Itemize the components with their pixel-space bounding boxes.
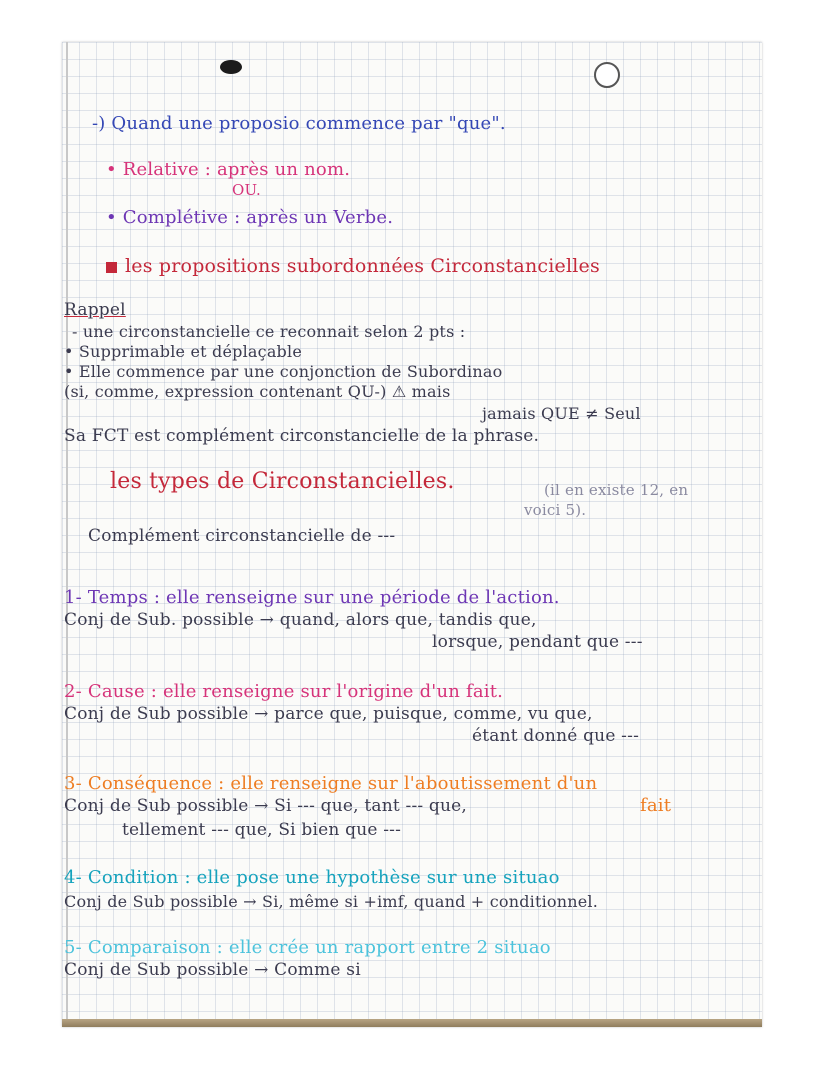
type-5-title: 5- Comparaison : elle crée un rapport entre 2 situao <box>64 937 551 958</box>
type-5-conj: Conj de Sub possible → Comme si <box>64 960 361 980</box>
type-4-conj: Conj de Sub possible → Si, même si +imf, quand + conditionnel. <box>64 892 599 911</box>
type-2-title: 2- Cause : elle renseigne sur l'origine d'un fait. <box>64 681 504 702</box>
types-note: voici 5). <box>524 501 587 519</box>
rappel-label: Rappel <box>64 300 126 320</box>
note-ou: OU. <box>232 181 261 199</box>
type-3-fait: fait <box>640 795 672 816</box>
note-relative: • Relative : après un nom. <box>106 159 351 180</box>
rappel-line: Sa FCT est complément circonstancielle de la phrase. <box>64 426 540 446</box>
types-note: (il en existe 12, en <box>544 481 689 499</box>
notebook-page <box>62 42 762 1027</box>
punch-hole <box>594 62 620 88</box>
type-1-conj: lorsque, pendant que --- <box>432 632 643 652</box>
type-1-title: 1- Temps : elle renseigne sur une période de l'action. <box>64 587 560 608</box>
rappel-line: (si, comme, expression contenant QU-) ⚠ mais <box>64 382 451 401</box>
type-3-conj: tellement --- que, Si bien que --- <box>122 820 402 840</box>
note-completive: • Complétive : après un Verbe. <box>106 207 394 228</box>
note-intro: -) Quand une proposio commence par "que". <box>92 113 506 134</box>
complement-line: Complément circonstancielle de --- <box>88 526 396 546</box>
type-2-conj: Conj de Sub possible → parce que, puisque, comme, vu que, <box>64 704 593 724</box>
rappel-line: • Elle commence par une conjonction de Subordinao <box>64 362 503 381</box>
type-3-title: 3- Conséquence : elle renseigne sur l'aboutissement d'un <box>64 773 598 794</box>
notebook-binding <box>62 1019 762 1027</box>
type-4-title: 4- Condition : elle pose une hypothèse sur une situao <box>64 867 560 888</box>
types-heading: les types de Circonstancielles. <box>110 469 455 494</box>
rappel-line: - une circonstancielle ce reconnait selon 2 pts : <box>72 322 466 341</box>
rappel-line: • Supprimable et déplaçable <box>64 342 302 361</box>
type-2-conj: étant donné que --- <box>472 726 640 746</box>
section-heading-text: les propositions subordonnées Circonstancielles <box>125 255 600 277</box>
section-heading <box>106 256 600 276</box>
rappel-line: jamais QUE ≠ Seul <box>482 404 641 423</box>
type-3-conj: Conj de Sub possible → Si --- que, tant --- que, <box>64 796 468 816</box>
punch-hole <box>220 60 242 74</box>
type-1-conj: Conj de Sub. possible → quand, alors que, tandis que, <box>64 610 537 630</box>
red-square-bullet <box>106 262 117 273</box>
